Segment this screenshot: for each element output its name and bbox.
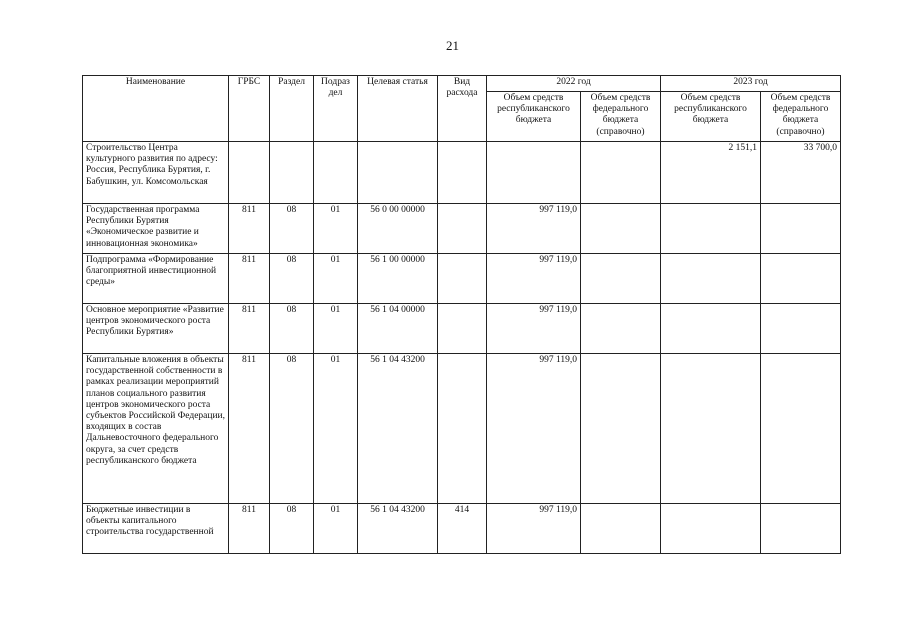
cell-razdel: 08 (270, 504, 314, 554)
cell-celevaya: 56 1 00 00000 (358, 254, 438, 304)
cell-celevaya: 56 1 04 43200 (358, 354, 438, 504)
cell-name: Государственная программа Республики Бурятия «Экономическое развитие и инновационная экономика» (83, 204, 229, 254)
cell-rep-2023: 2 151,1 (661, 142, 761, 204)
cell-fed-2022 (581, 304, 661, 354)
cell-fed-2023 (761, 204, 841, 254)
subheader-fed-2023: Объем средств федерального бюджета (справочно) (761, 92, 841, 142)
header-vid-raskhoda: Вид расхода (438, 76, 487, 142)
cell-rep-2022: 997 119,0 (487, 504, 581, 554)
cell-podrazdel: 01 (314, 304, 358, 354)
cell-rep-2023 (661, 304, 761, 354)
subheader-fed-2022: Объем средств федерального бюджета (справочно) (581, 92, 661, 142)
cell-vid: 414 (438, 504, 487, 554)
cell-vid (438, 204, 487, 254)
cell-grbs: 811 (229, 304, 270, 354)
cell-grbs (229, 142, 270, 204)
table-row (83, 204, 841, 254)
cell-rep-2023 (661, 504, 761, 554)
header-year-2023: 2023 год (661, 76, 841, 92)
subheader-rep-2023: Объем средств республиканского бюджета (661, 92, 761, 142)
cell-grbs: 811 (229, 504, 270, 554)
subheader-rep-2022: Объем средств республиканского бюджета (487, 92, 581, 142)
cell-name: Строительство Центра культурного развития по адресу: Россия, Республика Бурятия, г. Бабушкин, ул. Комсомольская (83, 142, 229, 204)
cell-grbs: 811 (229, 254, 270, 304)
cell-rep-2022: 997 119,0 (487, 204, 581, 254)
cell-razdel: 08 (270, 254, 314, 304)
header-podrazdel: Подраз дел (314, 76, 358, 142)
cell-fed-2023 (761, 504, 841, 554)
cell-razdel: 08 (270, 354, 314, 504)
cell-celevaya: 56 1 04 00000 (358, 304, 438, 354)
cell-fed-2023: 33 700,0 (761, 142, 841, 204)
header-year-2022: 2022 год (487, 76, 661, 92)
cell-fed-2022 (581, 204, 661, 254)
table-row (83, 504, 841, 554)
cell-podrazdel: 01 (314, 504, 358, 554)
table-row (83, 142, 841, 204)
cell-name: Основное мероприятие «Развитие центров экономического роста Республики Бурятия» (83, 304, 229, 354)
cell-podrazdel: 01 (314, 354, 358, 504)
cell-razdel: 08 (270, 304, 314, 354)
header-celevaya-statya: Целевая статья (358, 76, 438, 142)
cell-podrazdel: 01 (314, 254, 358, 304)
cell-fed-2023 (761, 354, 841, 504)
cell-fed-2022 (581, 142, 661, 204)
cell-podrazdel (314, 142, 358, 204)
cell-celevaya: 56 1 04 43200 (358, 504, 438, 554)
cell-razdel (270, 142, 314, 204)
cell-vid (438, 354, 487, 504)
header-razdel: Раздел (270, 76, 314, 142)
table-row (83, 354, 841, 504)
cell-rep-2023 (661, 354, 761, 504)
cell-celevaya: 56 0 00 00000 (358, 204, 438, 254)
cell-fed-2022 (581, 354, 661, 504)
cell-fed-2023 (761, 304, 841, 354)
cell-vid (438, 304, 487, 354)
cell-fed-2022 (581, 504, 661, 554)
cell-fed-2022 (581, 254, 661, 304)
page-number: 21 (446, 38, 459, 53)
header-name: Наименование (83, 76, 229, 142)
cell-vid (438, 254, 487, 304)
cell-name: Подпрограмма «Формирование благоприятной инвестиционной среды» (83, 254, 229, 304)
cell-razdel: 08 (270, 204, 314, 254)
cell-rep-2023 (661, 204, 761, 254)
table-row (83, 254, 841, 304)
cell-vid (438, 142, 487, 204)
cell-podrazdel: 01 (314, 204, 358, 254)
cell-rep-2022: 997 119,0 (487, 354, 581, 504)
budget-table (82, 75, 841, 554)
cell-name: Капитальные вложения в объекты государственной собственности в рамках реализации мероприятий планов социального развития центров экономического роста субъектов Российской Федерации, входящих в состав Дальневосточного федерального округа, за счет средств республиканского бюджета (83, 354, 229, 504)
cell-grbs: 811 (229, 204, 270, 254)
cell-name: Бюджетные инвестиции в объекты капитального строительства государственной (83, 504, 229, 554)
cell-celevaya (358, 142, 438, 204)
header-grbs: ГРБС (229, 76, 270, 142)
cell-rep-2022: 997 119,0 (487, 304, 581, 354)
cell-rep-2022: 997 119,0 (487, 254, 581, 304)
cell-rep-2023 (661, 254, 761, 304)
cell-rep-2022 (487, 142, 581, 204)
cell-grbs: 811 (229, 354, 270, 504)
cell-fed-2023 (761, 254, 841, 304)
table-row (83, 304, 841, 354)
